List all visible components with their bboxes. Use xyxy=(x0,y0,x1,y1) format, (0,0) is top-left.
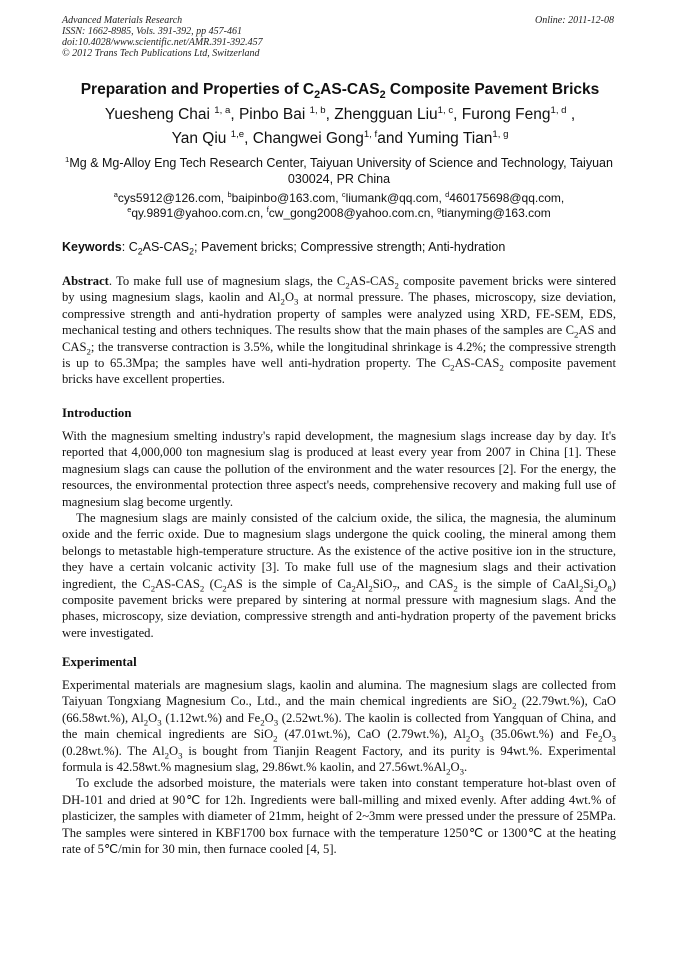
abstract-paragraph xyxy=(62,273,616,388)
email-address: qy.9891@yahoo.com.cn, xyxy=(131,205,267,220)
author-affil-mark: 1, a xyxy=(214,104,231,116)
intro-text: The magnesium slags are mainly consisted of the calcium oxide, the silica, the magnesia, the aluminum oxide and the ferric oxide. Due to magnesium slags undergone the quick cooling, the mineral among them belongs to metastable high-temperature structure. As the existence of the active positive ion in the structure, they have a certain volcanic activity [3]. To make full use of the magnesium slags and their activation ingredient, the C xyxy=(62,511,616,591)
abstract-text: at normal pressure. The phases, microscopy, size deviation, compressive strength and anti-hydration property of samples were analyzed using XRD, FE-SEM, EDS, mechanical testing and others techniques. The results show that the main phases of the samples are C xyxy=(62,290,616,338)
keyword-subscript: 2 xyxy=(137,246,143,257)
exp-subscript: 2 xyxy=(273,733,278,744)
author-separator: , xyxy=(244,130,253,147)
exp-subscript: 3 xyxy=(157,717,162,728)
author-separator: , xyxy=(453,106,462,123)
affiliation-mark: 1 xyxy=(65,154,70,164)
exp-subscript: 2 xyxy=(465,733,471,744)
author-name: Pinbo Bai xyxy=(238,106,310,123)
intro-subscript: 2 xyxy=(150,583,156,594)
intro-subscript: 2 xyxy=(578,583,584,594)
intro-subscript: 2 xyxy=(368,583,373,594)
experimental-section xyxy=(62,677,616,857)
doi-line: doi:10.4028/www.scientific.net/AMR.391-392.457 xyxy=(62,37,263,48)
abstract-subscript: 2 xyxy=(499,362,504,373)
intro-text: ) composite pavement bricks were prepared by sintering at normal pressure with magnesium slags. And the phases, microscopy, size deviation, compressive strength and anti-hydration property of the pavement bricks were investigated. xyxy=(62,576,616,640)
journal-header xyxy=(62,15,616,59)
author-separator: , xyxy=(230,106,239,123)
exp-subscript: 2 xyxy=(143,717,149,728)
intro-text: Al xyxy=(355,576,369,591)
exp-text: . xyxy=(463,760,468,775)
affiliation-text: Mg & Mg-Alloy Eng Tech Research Center, Taiyuan University of Science and Technology, Taiyuan 030024, PR China xyxy=(69,156,613,186)
exp-text: is bought from Tianjin Reagent Factory, and its purity is 94wt.%. Experimental formula is 42.58wt.% magnesium slag, 29.86wt.% kaolin, and 27.56wt.%Al xyxy=(62,743,616,775)
author-affil-mark: 1, g xyxy=(492,128,509,140)
exp-text: O xyxy=(264,710,274,725)
author-list xyxy=(40,103,640,151)
abstract-subscript: 2 xyxy=(450,362,455,373)
email-mark: d xyxy=(445,190,450,199)
exp-text: (35.06wt.%) and Fe xyxy=(483,727,599,742)
author-name: Yan Qiu xyxy=(171,130,231,147)
copyright-line: © 2012 Trans Tech Publications Ltd, Switzerland xyxy=(62,48,260,59)
title-text: Preparation and Properties of C xyxy=(80,81,315,98)
exp-text: O xyxy=(148,710,158,725)
abstract-subscript: 2 xyxy=(86,346,91,357)
paper-title xyxy=(40,80,640,100)
author-name: Changwei Gong xyxy=(252,130,364,147)
exp-text: Experimental materials are magnesium slags, kaolin and alumina. The magnesium slags are collected from Taiyuan Tongxiang Magnesium Co., Ltd., and the main chemical ingredients are SiO xyxy=(62,678,616,709)
email-mark: f xyxy=(266,204,269,214)
experimental-heading: Experimental xyxy=(62,655,137,669)
affiliation xyxy=(62,155,616,187)
abstract-subscript: 2 xyxy=(394,280,399,291)
email-address: liumank@qq.com, xyxy=(345,191,446,205)
introduction-heading: Introduction xyxy=(62,406,132,420)
title-text: AS-CAS xyxy=(320,81,380,98)
author-affil-mark: 1, f xyxy=(363,128,378,140)
exp-subscript: 3 xyxy=(178,750,183,761)
email-address: cys5912@126.com, xyxy=(117,191,228,205)
exp-text: (0.28wt.%). The Al xyxy=(62,743,165,758)
abstract-subscript: 2 xyxy=(574,329,579,340)
keyword-text: AS-CAS xyxy=(142,240,190,254)
journal-name: Advanced Materials Research xyxy=(62,15,183,26)
author-name: Zhengguan Liu xyxy=(334,106,438,123)
exp-text: (2.52wt.%). The kaolin is collected from Yangquan of China, and the main chemical ingredients are SiO xyxy=(62,710,617,742)
abstract-text: composite pavement bricks were sintered by using magnesium slags, kaolin and Al xyxy=(62,274,616,305)
exp-subscript: 3 xyxy=(273,717,279,728)
keywords xyxy=(62,239,616,255)
intro-text: SiO xyxy=(372,576,393,591)
intro-paragraph-2 xyxy=(62,510,616,641)
email-address: 460175698@qq.com, xyxy=(449,191,565,205)
email-line-1 xyxy=(62,191,616,206)
abstract-text: composite pavement bricks have excellent properties. xyxy=(62,356,616,387)
author-separator: , xyxy=(566,106,576,123)
exp-subscript: 3 xyxy=(611,733,616,744)
title-subscript: 2 xyxy=(314,89,321,102)
intro-subscript: 2 xyxy=(199,583,205,594)
online-date: Online: 2011-12-08 xyxy=(535,15,614,26)
author-affil-mark: 1, c xyxy=(437,104,454,116)
email-mark: e xyxy=(127,204,132,214)
keyword-subscript: 2 xyxy=(189,246,195,257)
intro-text: (C xyxy=(204,576,223,591)
intro-paragraph-1: With the magnesium smelting industry's rapid development, the magnesium slags increase day by day. It's reported that 4,000,000 ton magnesium slag is produced at least every year from 2007 in China [1]. These magnesium slags can cause the pollution of the environment and the water resources [2]. For the energy, the resources, the environmental protection three aspect's needs, comprehensive recovery and making full use of magnesium slag become urgently. xyxy=(62,429,616,509)
intro-text: O xyxy=(598,576,608,591)
email-mark: c xyxy=(341,190,346,199)
title-subscript: 2 xyxy=(379,89,386,102)
intro-text: Si xyxy=(583,576,594,591)
intro-subscript: 2 xyxy=(453,583,458,594)
author-line-2 xyxy=(40,127,640,151)
exp-subscript: 2 xyxy=(260,717,265,728)
exp-text: (47.01wt.%), CaO (2.79wt.%), Al xyxy=(277,727,466,742)
exp-text: (1.12wt.%) and Fe xyxy=(161,710,261,725)
abstract-text: O xyxy=(284,290,295,305)
author-affil-mark: 1, b xyxy=(309,104,326,116)
exp-text: O xyxy=(470,727,480,742)
exp-subscript: 2 xyxy=(446,766,451,777)
author-name: and Yuming Tian xyxy=(377,130,493,147)
abstract-label: Abstract xyxy=(62,274,109,288)
abstract-text: AS-CAS xyxy=(349,274,395,288)
email-line-2 xyxy=(62,206,616,221)
exp-text: O xyxy=(169,743,179,758)
abstract-subscript: 2 xyxy=(345,280,350,291)
exp-text: (22.79wt.%), CaO (66.58wt.%), Al xyxy=(62,694,616,725)
email-list xyxy=(62,191,616,220)
abstract-text: AS and CAS xyxy=(62,323,617,354)
intro-subscript: 7 xyxy=(392,583,397,594)
abstract-text: AS-CAS xyxy=(454,356,500,371)
introduction-section xyxy=(62,428,616,641)
title-text: Composite Pavement Bricks xyxy=(385,81,600,98)
email-mark: b xyxy=(227,190,232,199)
author-affil-mark: 1,e xyxy=(230,128,245,140)
exp-text: O xyxy=(450,760,460,775)
abstract-subscript: 2 xyxy=(280,296,285,307)
abstract-text: ; the transverse contraction is 3.5%, while the longitudinal shrinkage is 4.2%; the compressive strength is up to 65.3Mpa; the samples have well anti-hydration property. The C xyxy=(62,339,616,371)
author-separator: , xyxy=(325,106,335,123)
author-name: Furong Feng xyxy=(461,106,551,123)
exp-paragraph-1 xyxy=(62,677,616,775)
exp-subscript: 2 xyxy=(164,750,170,761)
exp-subscript: 3 xyxy=(459,766,464,777)
author-name: Yuesheng Chai xyxy=(104,106,215,123)
keyword-text: : C xyxy=(121,240,138,254)
intro-subscript: 2 xyxy=(351,583,356,594)
email-address: baipinbo@163.com, xyxy=(231,191,342,205)
intro-text: , and CAS xyxy=(396,576,454,591)
author-line-1 xyxy=(40,103,640,127)
intro-subscript: 2 xyxy=(593,583,599,594)
abstract-text: . To make full use of magnesium slags, the C xyxy=(108,274,346,288)
exp-subscript: 2 xyxy=(598,733,603,744)
keywords-label: Keywords xyxy=(62,240,122,254)
exp-subscript: 3 xyxy=(479,733,484,744)
intro-subscript: 2 xyxy=(222,583,227,594)
intro-subscript: 8 xyxy=(607,583,612,594)
email-mark: a xyxy=(113,190,118,199)
exp-subscript: 2 xyxy=(512,700,517,711)
abstract xyxy=(62,273,616,388)
exp-paragraph-2: To exclude the adsorbed moisture, the materials were taken into constant temperature hot-blast oven of DH-101 and dried at 90℃ for 12h. Ingredients were ball-milling and mixed evenly. After adding 4wt.% of plasticizer, the samples with diameter of 21mm, height of 2~3mm were pressed under the pressure of 25MPa. The samples were sintered in KBF1700 box furnace with the temperature 1250℃ or 1300℃ at the heating rate of 5℃/min for 30 min, then furnace cooled [4, 5]. xyxy=(62,776,616,857)
exp-text: O xyxy=(602,727,612,742)
email-address: tianyming@163.com xyxy=(441,205,551,220)
intro-text: AS is the simple of Ca xyxy=(226,576,352,591)
author-affil-mark: 1, d xyxy=(550,104,567,116)
issn-line: ISSN: 1662-8985, Vols. 391-392, pp 457-461 xyxy=(62,26,242,37)
intro-text: is the simple of CaAl xyxy=(457,576,579,591)
intro-text: AS-CAS xyxy=(155,576,200,591)
abstract-subscript: 3 xyxy=(294,296,299,307)
email-mark: g xyxy=(437,204,442,214)
email-address: cw_gong2008@yahoo.com.cn, xyxy=(268,205,438,220)
keyword-text: ; Pavement bricks; Compressive strength; Anti-hydration xyxy=(194,240,506,254)
